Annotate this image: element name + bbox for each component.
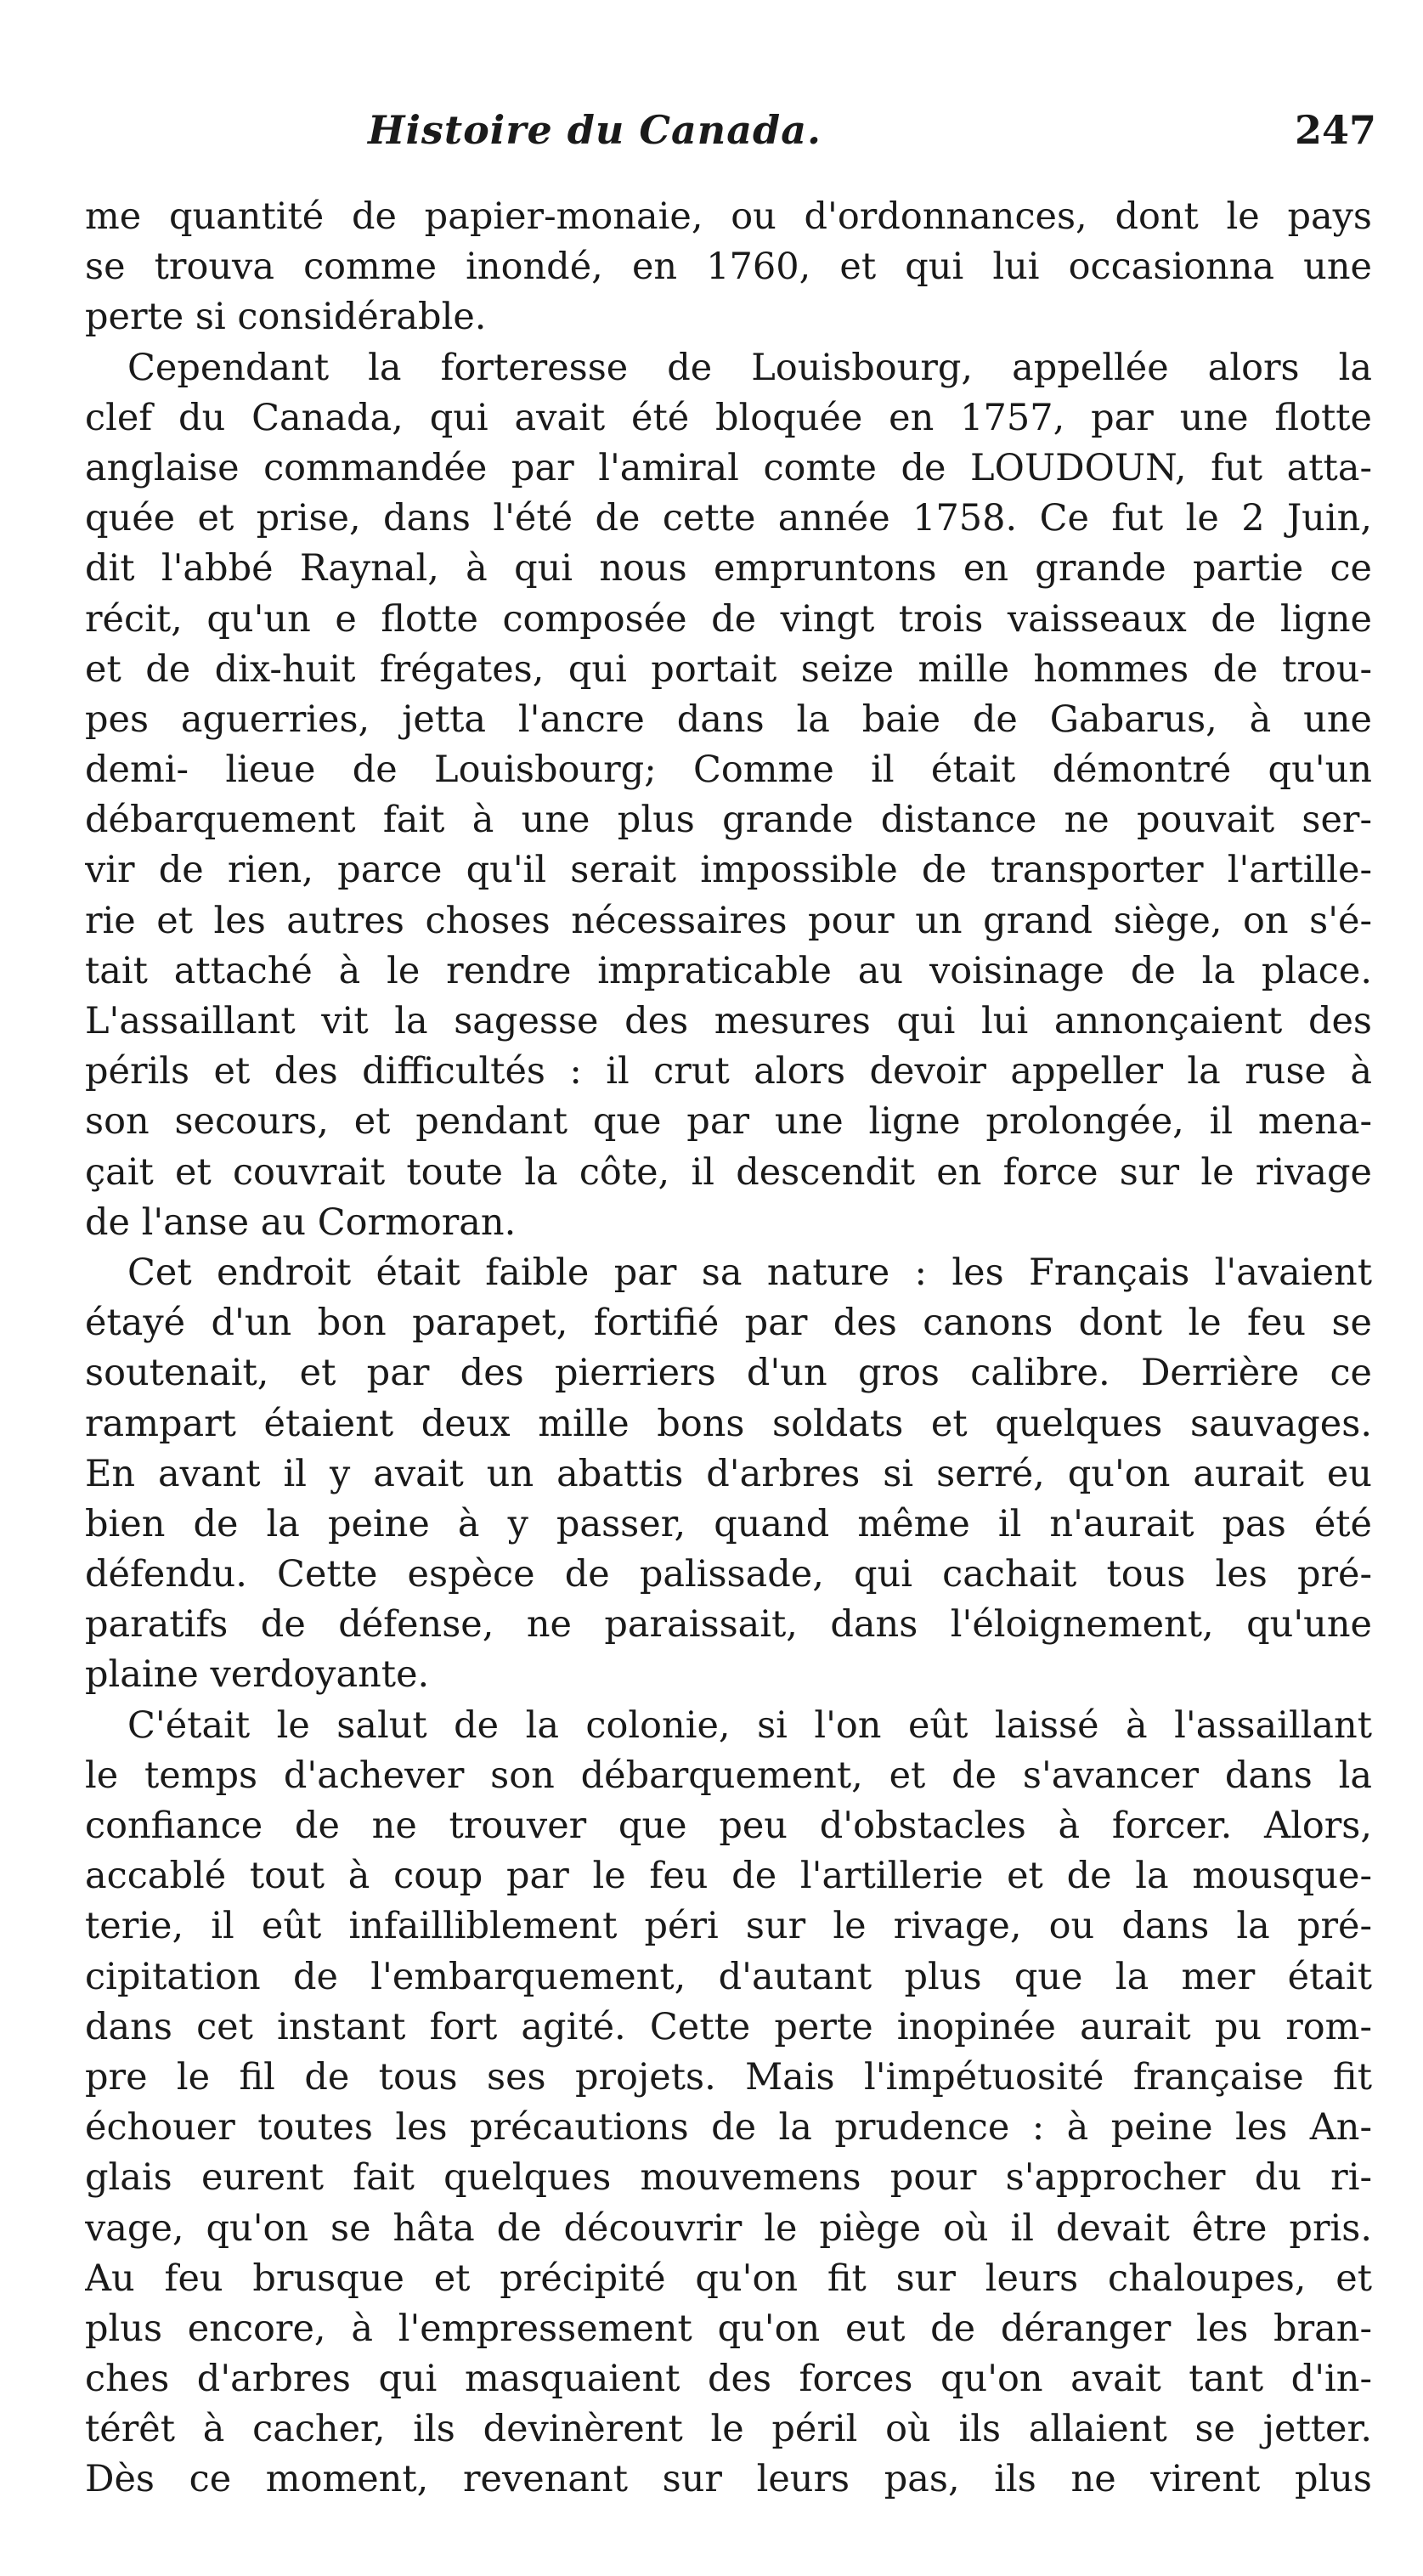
text-line: L'assaillant vit la sagesse des mesures qui lui annonçaient des: [85, 1000, 1372, 1042]
text-line: demi- lieue de Louisbourg; Comme il était démontré qu'un: [85, 749, 1372, 792]
page-number: 247: [1294, 107, 1376, 153]
text-line: tait attaché à le rendre impraticable au voisinage de la place.: [85, 949, 1372, 992]
body-text: [85, 192, 1372, 2505]
text-line: En avant il y avait un abattis d'arbres si serré, qu'on aurait eu: [85, 1452, 1372, 1495]
text-line: Au feu brusque et précipité qu'on fit sur leurs chaloupes, et: [85, 2257, 1372, 2300]
text-line: soutenait, et par des pierriers d'un gros calibre. Derrière ce: [85, 1352, 1372, 1395]
text-line: cipitation de l'embarquement, d'autant plus que la mer était: [85, 1955, 1372, 1998]
text-line: et de dix-huit frégates, qui portait seize mille hommes de trou-: [85, 647, 1372, 691]
running-title: Histoire du Canada.: [367, 107, 822, 153]
text-line: bien de la peine à y passer, quand même il n'aurait pas été: [85, 1502, 1372, 1545]
text-line: son secours, et pendant que par une ligne prolongée, il mena-: [85, 1100, 1372, 1144]
text-line: paratifs de défense, ne paraissait, dans l'éloignement, qu'une: [85, 1603, 1372, 1647]
text-line: récit, qu'un e flotte composée de vingt trois vaisseaux de ligne: [85, 597, 1372, 641]
text-line: Cependant la forteresse de Louisbourg, appellée alors la: [127, 346, 1372, 389]
text-line: terie, il eût infailliblement péri sur le rivage, ou dans la pré-: [85, 1905, 1372, 1948]
text-line: ches d'arbres qui masquaient des forces qu'on avait tant d'in-: [85, 2358, 1372, 2401]
text-line: rampart étaient deux mille bons soldats et quelques sauvages.: [85, 1402, 1372, 1445]
text-line: glais eurent fait quelques mouvemens pour s'approcher du ri-: [85, 2156, 1372, 2200]
text-line: plus encore, à l'empressement qu'on eut de déranger les bran-: [85, 2307, 1372, 2350]
text-line: quée et prise, dans l'été de cette année 1758. Ce fut le 2 Juin,: [85, 497, 1372, 540]
text-line: vage, qu'on se hâta de découvrir le piège où il devait être pris.: [85, 2206, 1372, 2250]
text-line: me quantité de papier-monaie, ou d'ordonnances, dont le pays: [85, 195, 1372, 238]
text-line: pes aguerries, jetta l'ancre dans la baie de Gabarus, à une: [85, 698, 1372, 741]
text-line: se trouva comme inondé, en 1760, et qui lui occasionna une: [85, 246, 1372, 289]
text-line: rie et les autres choses nécessaires pour un grand siège, on s'é-: [85, 899, 1372, 942]
text-line: dit l'abbé Raynal, à qui nous empruntons en grande partie ce: [85, 547, 1372, 590]
text-line: accablé tout à coup par le feu de l'artillerie et de la mousque-: [85, 1855, 1372, 1898]
text-line: débarquement fait à une plus grande distance ne pouvait ser-: [85, 799, 1372, 842]
text-line: anglaise commandée par l'amiral comte de LOUDOUN, fut atta-: [85, 446, 1372, 489]
text-line: échouer toutes les précautions de la prudence : à peine les An-: [85, 2106, 1372, 2149]
text-line: C'était le salut de la colonie, si l'on eût laissé à l'assaillant: [127, 1703, 1372, 1747]
text-line: de l'anse au Cormoran.: [85, 1200, 517, 1244]
text-line: térêt à cacher, ils devinèrent le péril où ils allaient se jetter.: [85, 2408, 1372, 2451]
text-line: le temps d'achever son débarquement, et de s'avancer dans la: [85, 1754, 1372, 1797]
text-line: Dès ce moment, revenant sur leurs pas, ils ne virent plus: [85, 2458, 1372, 2501]
text-line: étayé d'un bon parapet, fortifié par des canons dont le feu se: [85, 1302, 1372, 1345]
text-line: Cet endroit était faible par sa nature : les Français l'avaient: [127, 1251, 1372, 1294]
running-head: [85, 100, 1376, 160]
text-line: perte si considérable.: [85, 296, 487, 339]
text-line: plaine verdoyante.: [85, 1653, 430, 1697]
text-line: clef du Canada, qui avait été bloquée en 1757, par une flotte: [85, 396, 1372, 439]
text-line: vir de rien, parce qu'il serait impossible de transporter l'artille-: [85, 849, 1372, 892]
text-line: pre le fil de tous ses projets. Mais l'impétuosité française fit: [85, 2055, 1372, 2099]
text-line: périls et des difficultés : il crut alors devoir appeller la ruse à: [85, 1050, 1372, 1093]
text-line: confiance de ne trouver que peu d'obstacles à forcer. Alors,: [85, 1805, 1372, 1847]
text-line: dans cet instant fort agité. Cette perte inopinée aurait pu rom-: [85, 2005, 1372, 2048]
text-line: défendu. Cette espèce de palissade, qui cachait tous les pré-: [85, 1553, 1372, 1596]
text-line: çait et couvrait toute la côte, il descendit en force sur le rivage: [85, 1150, 1372, 1194]
